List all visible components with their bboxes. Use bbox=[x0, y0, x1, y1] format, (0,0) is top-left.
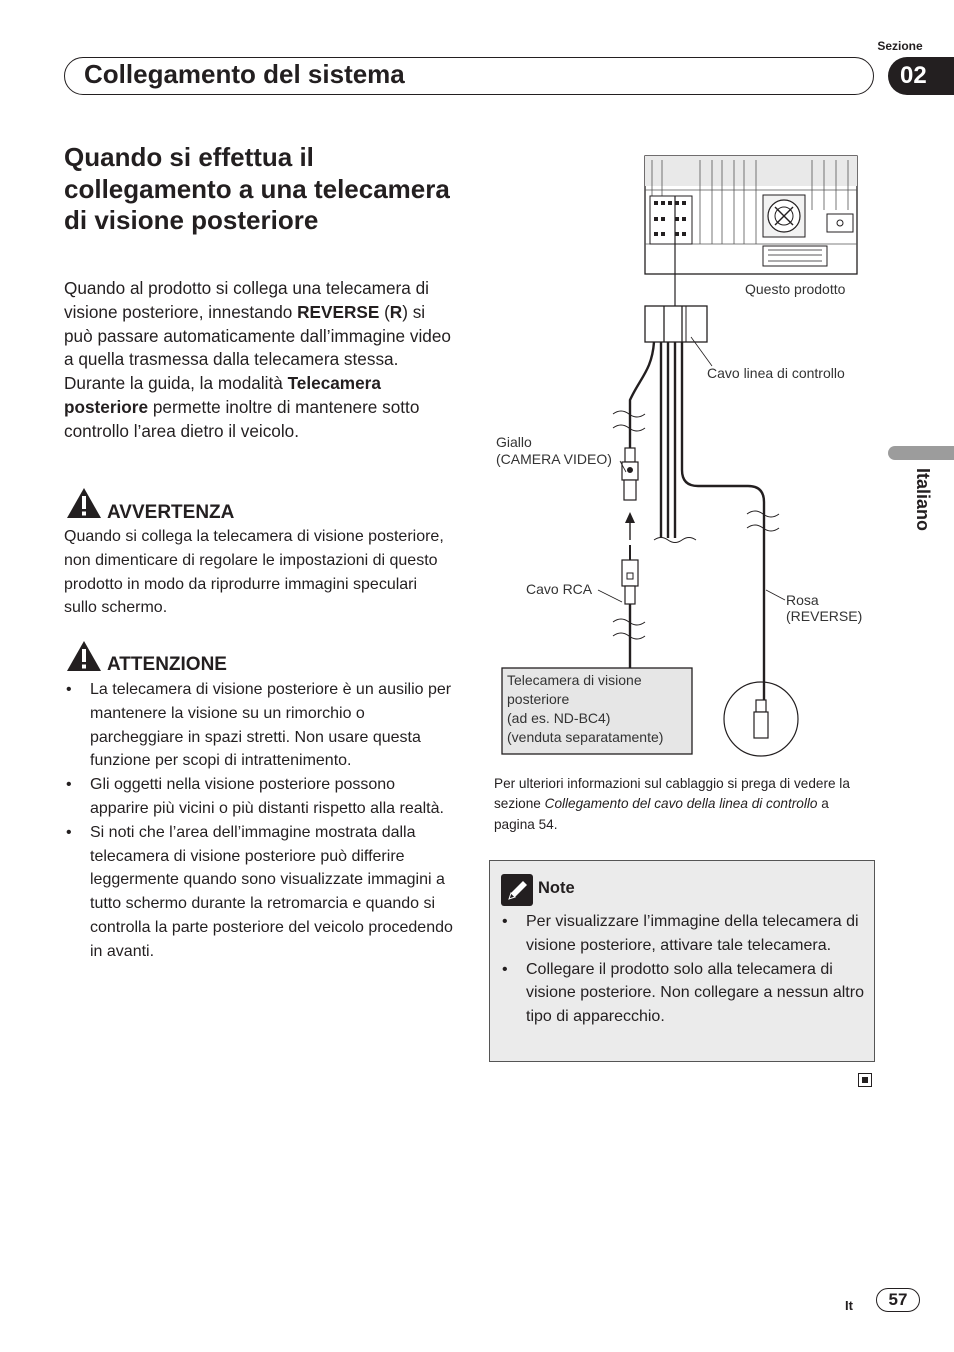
section-word: Sezione bbox=[877, 39, 923, 53]
pink-cable-label: Rosa (REVERSE) bbox=[786, 592, 863, 624]
pencil-icon bbox=[500, 873, 534, 907]
language-label: Italiano bbox=[913, 468, 933, 532]
language-code: It bbox=[845, 1298, 853, 1313]
language-tab bbox=[888, 446, 954, 460]
caution-icon bbox=[66, 640, 102, 672]
page-title: Quando si effettua il collegamento a una telecamera di visione posteriore bbox=[64, 142, 450, 235]
camera-label: Telecamera di visione posteriore (ad es. ND-BC4) (venduta separatamente) bbox=[507, 672, 664, 745]
note-label: Note bbox=[538, 879, 575, 897]
page-number: 57 bbox=[876, 1288, 920, 1312]
rca-cable-label: Cavo RCA bbox=[526, 581, 593, 597]
diagram-caption: Per ulteriori informazioni sul cablaggio si prega di vedere la sezione Collegamento del cavo della linea di controllo a pagina 54. bbox=[494, 776, 850, 832]
reverse-r-keyword: R bbox=[389, 301, 403, 322]
note-list bbox=[500, 910, 866, 1029]
caution-label: ATTENZIONE bbox=[107, 654, 227, 675]
reverse-keyword: REVERSE bbox=[297, 301, 380, 322]
end-of-section-mark bbox=[858, 1073, 872, 1087]
note-item: • Collegare il prodotto solo alla telecamera di visione posteriore. Non collegare a nessun altro tipo di apparecchio. bbox=[500, 958, 866, 1029]
rear-camera-mode-keyword: Telecamera posteriore bbox=[64, 373, 381, 417]
warning-icon bbox=[66, 487, 102, 519]
control-cable-label: Cavo linea di controllo bbox=[707, 365, 845, 381]
product-label: Questo prodotto bbox=[745, 281, 846, 297]
caution-list bbox=[64, 678, 456, 964]
note-item: • Per visualizzare l’immagine della telecamera di visione posteriore, attivare tale telecamera. bbox=[500, 910, 866, 958]
caption-reference: Collegamento del cavo della linea di controllo bbox=[544, 796, 818, 812]
intro-paragraph: Quando al prodotto si collega una telecamera di visione posteriore, innestando REVERSE (R) si può passare automaticamente dall’immagine video a quella trasmessa dalla telecamera stessa. Durante la guida, la modalità Telecamera posteriore permette inoltre di mantenere sotto controllo l’area dietro il veicolo. bbox=[64, 278, 451, 441]
head-unit-illustration bbox=[645, 156, 857, 274]
caution-item: • La telecamera di visione posteriore è un ausilio per mantenere la visione su un rimorchio o parcheggiare in spazi stretti. Non usare questa funzione per scopi di intrattenimento. bbox=[64, 678, 456, 773]
caution-item: • Gli oggetti nella visione posteriore possono apparire più vicini o più distanti rispetto alla realtà. bbox=[64, 773, 456, 821]
rca-plug-male bbox=[622, 545, 638, 668]
pink-wire-terminal bbox=[724, 682, 798, 756]
caution-item: • Si noti che l’area dell’immagine mostrata dalla telecamera di visione posteriore può differire leggermente quando sono visualizzate immagini a tutto schermo durante la retromarcia e quando si controlla la parte posteriore del veicolo procedendo in avanti. bbox=[64, 821, 456, 964]
yellow-cable-label: Giallo (CAMERA VIDEO) bbox=[496, 434, 612, 467]
section-title: Collegamento del sistema bbox=[84, 59, 405, 89]
warning-text: Quando si collega la telecamera di visione posteriore, non dimenticare di regolare le impostazioni di questo prodotto in modo da riprodurre immagini speculari sullo schermo. bbox=[64, 528, 444, 617]
rca-jack-female bbox=[622, 448, 638, 500]
section-number-badge: 02 bbox=[888, 57, 954, 95]
warning-label: AVVERTENZA bbox=[107, 502, 235, 523]
